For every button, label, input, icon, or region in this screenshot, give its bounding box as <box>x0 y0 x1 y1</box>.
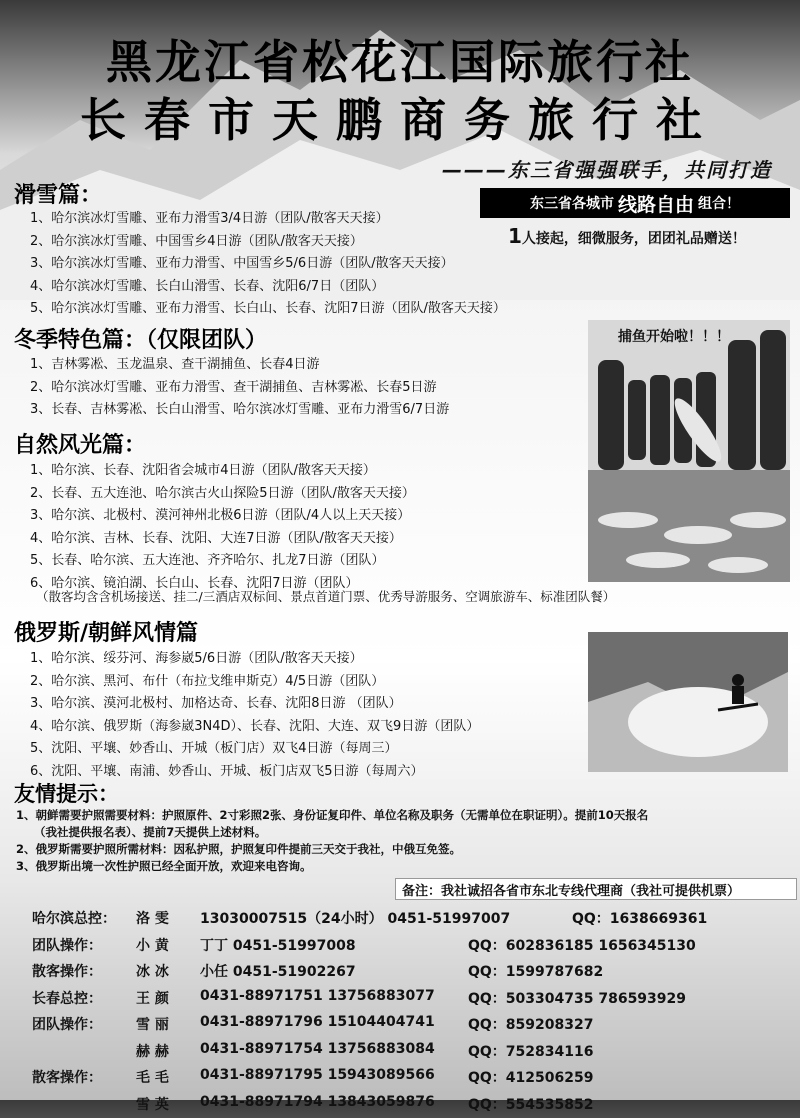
russia-heading: 俄罗斯/朝鲜风情篇 <box>14 616 198 647</box>
contact-phone: 0431-88971795 15943089566 <box>200 1067 435 1083</box>
nature-list <box>30 460 415 595</box>
contact-name: 小 黄 <box>136 935 169 955</box>
contact-qq: QQ：1599787682 <box>468 961 603 981</box>
list-item: 2、哈尔滨冰灯雪雕、亚布力滑雪、查干湖捕鱼、吉林雾凇、长春5日游 <box>30 377 449 400</box>
skiing-scene <box>588 632 788 772</box>
list-item: 3、哈尔滨冰灯雪雕、亚布力滑雪、中国雪乡5/6日游（团队/散客天天接） <box>30 253 506 276</box>
list-item: 4、哈尔滨冰灯雪雕、长白山滑雪、长春、沈阳6/7日（团队） <box>30 276 506 299</box>
list-item: 1、哈尔滨冰灯雪雕、亚布力滑雪3/4日游（团队/散客天天接） <box>30 208 506 231</box>
contact-role: 长春总控： <box>32 988 102 1008</box>
list-item: 3、长春、吉林雾凇、长白山滑雪、哈尔滨冰灯雪雕、亚布力滑雪6/7日游 <box>30 399 449 422</box>
promo-line1-post: 组合！ <box>698 193 740 213</box>
contact-role: 团队操作： <box>32 1014 102 1034</box>
contact-role: 团队操作： <box>32 935 102 955</box>
list-item: 3、哈尔滨、漠河北极村、加格达奇、长春、沈阳8日游 （团队） <box>30 693 479 716</box>
agent-recruitment-note: 备注：我社诚招各省市东北专线代理商（我社可提供机票） <box>395 878 797 900</box>
slogan: ———东三省强强联手，共同打造 <box>442 154 772 183</box>
tip-line: 2、俄罗斯需要护照所需材料：因私护照，护照复印件提前三天交于我社，中俄互免签。 <box>16 841 648 858</box>
list-item: 1、哈尔滨、绥芬河、海参崴5/6日游（团队/散客天天接） <box>30 648 479 671</box>
contact-name: 洛 雯 <box>136 908 169 928</box>
list-item: 2、哈尔滨、黑河、布什（布拉戈维申斯克）4/5日游（团队） <box>30 671 479 694</box>
contact-name: 毛 毛 <box>136 1067 169 1087</box>
list-item: 2、长春、五大连池、哈尔滨古火山探险5日游（团队/散客天天接） <box>30 483 415 506</box>
contact-phone: 小任 0451-51902267 <box>200 961 356 981</box>
contact-name: 冰 冰 <box>136 961 169 981</box>
contact-row <box>32 1039 792 1066</box>
promo-banner <box>480 188 790 218</box>
contact-qq: QQ：752834116 <box>468 1041 593 1061</box>
list-item: 2、哈尔滨冰灯雪雕、中国雪乡4日游（团队/散客天天接） <box>30 231 506 254</box>
list-item: 3、哈尔滨、北极村、漠河神州北极6日游（团队/4人以上天天接） <box>30 505 415 528</box>
agency-title-heilongjiang: 黑龙江省松花江国际旅行社 <box>0 26 800 92</box>
fishing-scene <box>588 320 790 582</box>
list-item: 4、哈尔滨、俄罗斯（海参崴3N4D）、长春、沈阳、大连、双飞9日游（团队） <box>30 716 479 739</box>
contact-row <box>32 906 792 933</box>
contact-name: 赫 赫 <box>136 1041 169 1061</box>
nature-heading: 自然风光篇： <box>14 428 146 459</box>
promo-service <box>508 224 746 248</box>
contact-phone: 13030007515（24小时） 0451-51997007 <box>200 908 510 928</box>
contact-qq: QQ：602836185 1656345130 <box>468 935 696 955</box>
ski-heading: 滑雪篇： <box>14 178 102 209</box>
contact-row <box>32 1065 792 1092</box>
contact-row <box>32 1012 792 1039</box>
contact-qq: QQ：412506259 <box>468 1067 593 1087</box>
contact-name: 雪 丽 <box>136 1014 169 1034</box>
nature-includes: （散客均含含机场接送、挂二/三酒店双标间、景点首道门票、优秀导游服务、空调旅游车、标准团队餐） <box>36 586 615 609</box>
contact-row <box>32 1092 792 1118</box>
russia-list <box>30 648 479 783</box>
list-item: 5、哈尔滨冰灯雪雕、亚布力滑雪、长白山、长春、沈阳7日游（团队/散客天天接） <box>30 298 506 321</box>
contact-name: 王 颜 <box>136 988 169 1008</box>
list-item: 5、沈阳、平壤、妙香山、开城（板门店）双飞4日游（每周三） <box>30 738 479 761</box>
contact-phone: 0431-88971796 15104404741 <box>200 1014 435 1030</box>
contact-role: 散客操作： <box>32 961 102 981</box>
tip-line: 3、俄罗斯出境一次性护照已经全面开放，欢迎来电咨询。 <box>16 858 648 875</box>
contact-qq: QQ：859208327 <box>468 1014 593 1034</box>
contact-row <box>32 933 792 960</box>
promo-line1-pre: 东三省各城市 <box>530 193 614 213</box>
contact-qq: QQ：503304735 786593929 <box>468 988 686 1008</box>
contact-phone: 0431-88971754 13756883084 <box>200 1041 435 1057</box>
winter-heading: 冬季特色篇：（仅限团队） <box>14 323 267 354</box>
fishing-caption: 捕鱼开始啦！！！ <box>618 326 730 346</box>
tip-line: 1、朝鲜需要护照需要材料：护照原件、2寸彩照2张、身份证复印件、单位名称及职务（无需单位在职证明）。提前10天报名 <box>16 807 648 824</box>
contact-phone: 丁丁 0451-51997008 <box>200 935 356 955</box>
ski-list <box>30 208 506 321</box>
promo-line1-big: 线路自由 <box>618 190 694 217</box>
fishing-photo <box>588 320 790 582</box>
list-item: 6、沈阳、平壤、南浦、妙香山、开城、板门店双飞5日游（每周六） <box>30 761 479 784</box>
contact-table <box>32 906 792 1118</box>
contact-row <box>32 986 792 1013</box>
contact-qq: QQ：554535852 <box>468 1094 593 1114</box>
tips-list <box>16 807 648 875</box>
contact-phone: 0431-88971794 13843059876 <box>200 1094 435 1110</box>
contact-name: 雪 英 <box>136 1094 169 1114</box>
list-item: 1、哈尔滨、长春、沈阳省会城市4日游（团队/散客天天接） <box>30 460 415 483</box>
contact-qq: QQ：1638669361 <box>572 908 707 928</box>
list-item: 4、哈尔滨、吉林、长春、沈阳、大连7日游（团队/散客天天接） <box>30 528 415 551</box>
list-item: 6、哈尔滨、镜泊湖、长白山、长春、沈阳7日游（团队） <box>30 573 415 596</box>
contact-row <box>32 959 792 986</box>
winter-list <box>30 354 449 422</box>
contact-role: 散客操作： <box>32 1067 102 1087</box>
skiing-photo <box>588 632 788 772</box>
list-item: 5、长春、哈尔滨、五大连池、齐齐哈尔、扎龙7日游（团队） <box>30 550 415 573</box>
tip-line: （我社提供报名表）、提前7天提供上述材料。 <box>16 824 648 841</box>
promo-line2-big: 1 <box>508 224 522 248</box>
contact-phone: 0431-88971751 13756883077 <box>200 988 435 1004</box>
contact-role: 哈尔滨总控： <box>32 908 116 928</box>
promo-line2-text: 人接起，细微服务，团团礼品赠送！ <box>522 231 746 247</box>
list-item: 1、吉林雾凇、玉龙温泉、查干湖捕鱼、长春4日游 <box>30 354 449 377</box>
agency-title-changchun: 长春市天鹏商务旅行社 <box>0 84 800 150</box>
tips-heading: 友情提示： <box>14 778 119 808</box>
